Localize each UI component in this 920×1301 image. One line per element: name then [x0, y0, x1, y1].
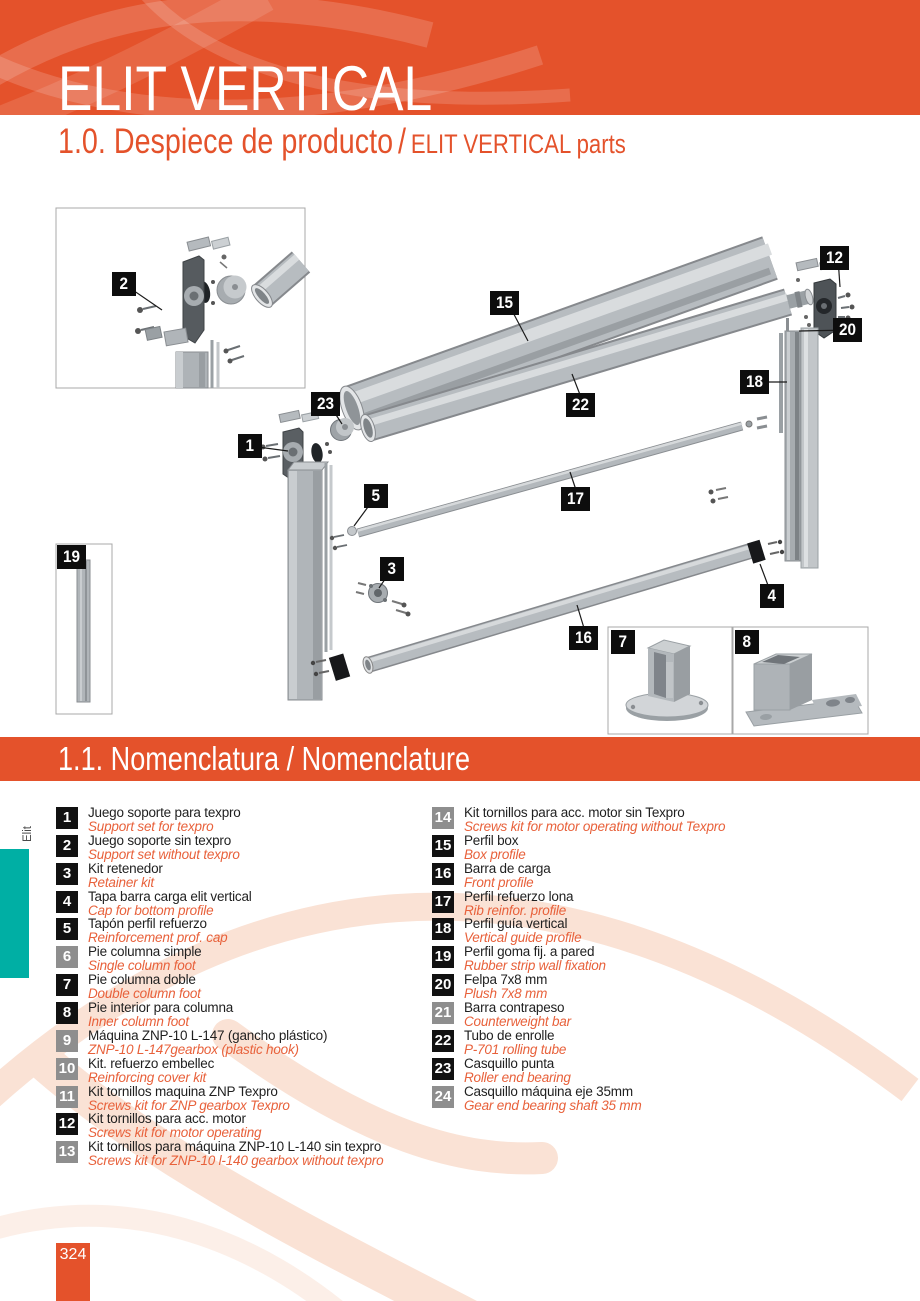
diagram-label-5: 5: [364, 484, 388, 508]
part-name-es: Juego soporte para texpro: [88, 805, 241, 820]
inset-box-inner-column-foot: [733, 627, 868, 734]
part-text: [88, 1001, 233, 1029]
part-number-badge: 23: [432, 1058, 454, 1080]
diagram-label-12: 12: [820, 246, 849, 270]
part-text: [88, 834, 240, 862]
part-number-badge: 21: [432, 1002, 454, 1024]
part-name-en: Screws kit for ZNP-10 l-140 gearbox without texpro: [88, 1153, 384, 1169]
part-item: [56, 917, 428, 945]
part-name-en: Double column foot: [88, 986, 201, 1002]
part-item: [432, 1029, 902, 1057]
part-number-badge: 2: [56, 835, 78, 857]
roller-end-bearing: [331, 418, 355, 441]
part-name-es: Máquina ZNP-10 L-147 (gancho plástico): [88, 1027, 328, 1043]
part-item: [432, 834, 902, 862]
part-item: [432, 917, 902, 945]
part-number-badge: 6: [56, 946, 78, 968]
rib-reinforcement-rod: [330, 417, 767, 550]
part-name-es: Perfil refuerzo lona: [464, 888, 574, 904]
subtitle-separator: /: [397, 122, 406, 161]
part-text: [88, 1140, 383, 1168]
part-item: [432, 945, 902, 973]
part-text: [88, 1029, 327, 1057]
part-number-badge: 17: [432, 891, 454, 913]
part-text: [88, 1112, 261, 1140]
part-number-badge: 8: [56, 1002, 78, 1024]
part-name-en: Gear end bearing shaft 35 mm: [464, 1097, 642, 1113]
part-name-es: Tapa barra carga elit vertical: [88, 888, 252, 904]
part-name-en: Roller end bearing: [464, 1069, 571, 1085]
diagram-label-3: 3: [380, 557, 404, 581]
subtitle-tail: parts: [570, 129, 626, 159]
part-item: [56, 862, 428, 890]
part-name-en: Front profile: [464, 874, 534, 890]
part-item: [432, 973, 902, 1001]
part-number-badge: 20: [432, 974, 454, 996]
part-name-en: Inner column foot: [88, 1014, 189, 1030]
part-name-es: Tubo de enrolle: [464, 1027, 555, 1043]
part-text: [464, 834, 526, 862]
part-number-badge: 3: [56, 863, 78, 885]
part-number-badge: 12: [56, 1113, 78, 1135]
diagram-label-1: 1: [238, 434, 262, 458]
part-text: [88, 973, 201, 1001]
subtitle-main: 1.0. Despiece de producto: [58, 122, 394, 161]
diagram-label-8: 8: [735, 630, 759, 654]
part-number-badge: 9: [56, 1030, 78, 1052]
part-name-en: ZNP-10 L-147gearbox (plastic hook): [88, 1041, 299, 1057]
parts-list-left-column: [56, 806, 428, 1168]
part-item: [56, 945, 428, 973]
part-text: [464, 1001, 571, 1029]
part-name-es: Pie columna doble: [88, 972, 196, 988]
part-name-en: Screws kit for motor operating without Texpro: [464, 819, 726, 834]
part-text: [464, 862, 551, 890]
diagram-label-20: 20: [833, 318, 862, 342]
diagram-label-23: 23: [311, 392, 340, 416]
part-name-es: Kit tornillos maquina ZNP Texpro: [88, 1083, 278, 1099]
part-name-es: Kit retenedor: [88, 860, 163, 876]
part-text: [464, 890, 573, 918]
part-name-en: Rib reinfor. profile: [464, 902, 567, 918]
part-text: [88, 890, 252, 918]
subtitle-caps: ELIT VERTICAL: [410, 129, 571, 159]
part-item: [56, 1085, 428, 1113]
diagram-label-7: 7: [611, 630, 635, 654]
part-name-es: Pie columna simple: [88, 944, 202, 960]
parts-list-right-column: [432, 806, 902, 1112]
part-name-en: Support set for texpro: [88, 819, 214, 834]
part-text: [464, 917, 581, 945]
part-name-es: Perfil box: [464, 832, 519, 848]
diagram-label-17: 17: [561, 487, 590, 511]
page-number: 324: [56, 1243, 90, 1301]
part-name-es: Kit tornillos para máquina ZNP-10 L-140 sin texpro: [88, 1139, 382, 1155]
part-item: [56, 806, 428, 834]
part-text: [464, 1057, 571, 1085]
part-name-en: Single column foot: [88, 958, 196, 974]
part-text: [464, 945, 606, 973]
diagram-label-15: 15: [490, 291, 519, 315]
part-name-en: Plush 7x8 mm: [464, 986, 548, 1002]
page-title: ELIT VERTICAL: [58, 54, 433, 115]
part-item: [432, 806, 902, 834]
part-item: [432, 890, 902, 918]
part-name-es: Tapón perfil refuerzo: [88, 916, 207, 932]
part-number-badge: 16: [432, 863, 454, 885]
part-name-es: Kit. refuerzo embellec: [88, 1055, 215, 1071]
page-subtitle: [58, 121, 626, 163]
part-name-en: Reinforcing cover kit: [88, 1069, 207, 1085]
inset-box-rubber-strip: [56, 544, 112, 714]
part-name-es: Juego soporte sin texpro: [88, 832, 232, 848]
part-item: [432, 1057, 902, 1085]
part-number-badge: 5: [56, 918, 78, 940]
inset-box-support-detail: [56, 208, 305, 388]
diagram-label-19: 19: [57, 545, 86, 569]
part-name-en: Rubber strip wall fixation: [464, 958, 606, 974]
part-text: [464, 806, 725, 834]
part-name-en: Reinforcement prof. cap: [88, 930, 228, 946]
part-item: [56, 973, 428, 1001]
part-name-en: Counterweight bar: [464, 1014, 571, 1030]
part-number-badge: 15: [432, 835, 454, 857]
part-name-en: Screws kit for motor operating: [88, 1125, 262, 1141]
part-text: [464, 1029, 566, 1057]
part-text: [88, 917, 227, 945]
part-item: [56, 834, 428, 862]
part-name-en: Box profile: [464, 846, 526, 862]
part-item: [56, 1057, 428, 1085]
part-number-badge: 13: [56, 1141, 78, 1163]
part-name-es: Casquillo punta: [464, 1055, 555, 1071]
part-name-es: Pie interior para columna: [88, 1000, 234, 1016]
part-text: [88, 1057, 214, 1085]
left-column-profile: [288, 462, 331, 700]
section-title: 1.1. Nomenclatura / Nomenclature: [58, 740, 471, 777]
part-text: [464, 1085, 642, 1113]
diagram-label-2: 2: [112, 272, 136, 296]
part-item: [432, 862, 902, 890]
diagram-label-22: 22: [566, 393, 595, 417]
header-band: [0, 0, 920, 115]
part-name-es: Perfil guía vertical: [464, 916, 568, 932]
part-item: [56, 1029, 428, 1057]
part-text: [88, 862, 163, 890]
diagram-label-18: 18: [740, 370, 769, 394]
part-name-es: Kit tornillos para acc. motor: [88, 1111, 246, 1127]
vertical-guide-profile: [709, 318, 819, 568]
part-text: [464, 973, 547, 1001]
part-number-badge: 11: [56, 1086, 78, 1108]
part-name-en: Support set without texpro: [88, 846, 240, 862]
diagram-label-4: 4: [760, 584, 784, 608]
part-name-en: Vertical guide profile: [464, 930, 582, 946]
part-number-badge: 7: [56, 974, 78, 996]
part-name-en: Cap for bottom profile: [88, 902, 214, 918]
part-item: [56, 1140, 428, 1168]
part-name-es: Perfil goma fij. a pared: [464, 944, 595, 960]
side-tab-label: Elit: [22, 826, 34, 842]
part-item: [432, 1001, 902, 1029]
part-name-es: Barra contrapeso: [464, 1000, 565, 1016]
inset-box-single-column-foot: [608, 627, 732, 734]
diagram-label-16: 16: [569, 626, 598, 650]
part-name-es: Kit tornillos para acc. motor sin Texpro: [464, 805, 685, 820]
part-item: [56, 890, 428, 918]
part-name-es: Felpa 7x8 mm: [464, 972, 548, 988]
part-text: [88, 945, 201, 973]
part-number-badge: 19: [432, 946, 454, 968]
part-number-badge: 4: [56, 891, 78, 913]
part-number-badge: 1: [56, 807, 78, 829]
part-text: [88, 1085, 290, 1113]
retainer-kit-part: [356, 583, 411, 617]
part-name-en: Screws kit for ZNP gearbox Texpro: [88, 1097, 290, 1113]
part-number-badge: 18: [432, 918, 454, 940]
part-number-badge: 10: [56, 1058, 78, 1080]
side-tab-bar: [0, 849, 29, 978]
section-band: [0, 737, 920, 781]
part-name-en: P-701 rolling tube: [464, 1041, 567, 1057]
part-item: [432, 1085, 902, 1113]
part-number-badge: 22: [432, 1030, 454, 1052]
part-name-es: Barra de carga: [464, 860, 551, 876]
part-name-en: Retainer kit: [88, 874, 154, 890]
part-name-es: Casquillo máquina eje 35mm: [464, 1083, 633, 1099]
part-number-badge: 24: [432, 1086, 454, 1108]
part-item: [56, 1001, 428, 1029]
part-item: [56, 1112, 428, 1140]
part-number-badge: 14: [432, 807, 454, 829]
part-text: [88, 806, 241, 834]
